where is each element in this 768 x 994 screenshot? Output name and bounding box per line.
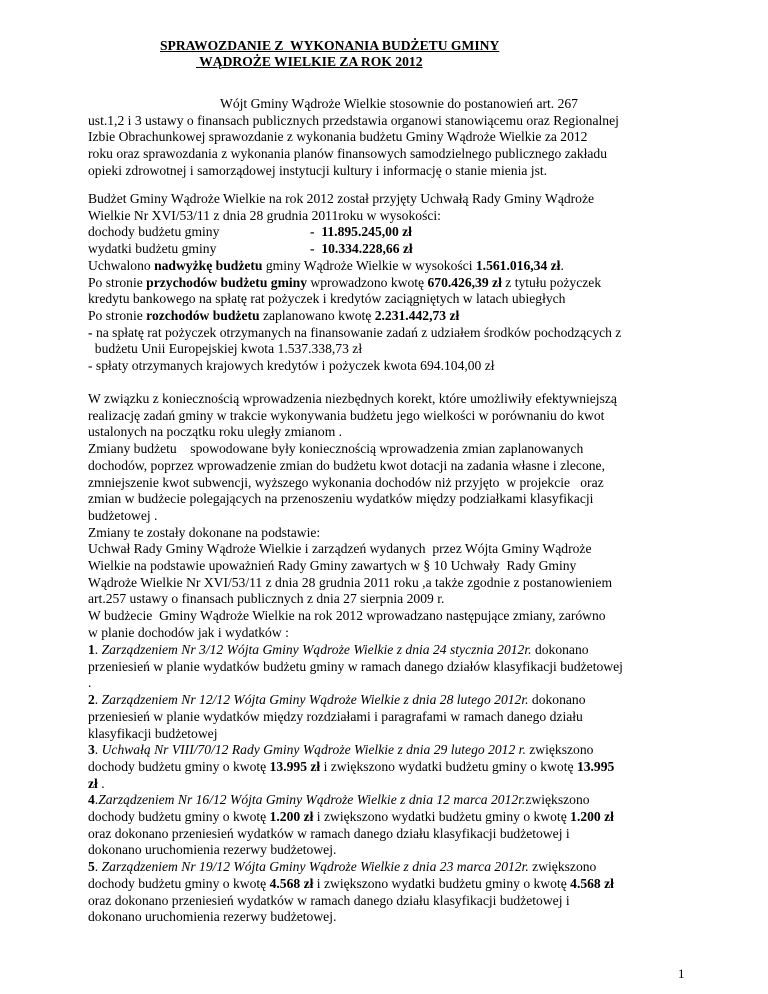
item-amount: 4.568 zł xyxy=(570,875,614,891)
changes-line: zmian w budżecie polegających na przenoszeniu wydatków między podziałkami klasyfikacji xyxy=(88,491,594,507)
intro-line: ust.1,2 i 3 ustawy o finansach publicznych przedstawia organowi stanowiącemu oraz Regionalnej xyxy=(88,112,619,128)
intro-line: opieki zdrowotnej i samorządowej instytucji kultury i informację o stanie mienia jst. xyxy=(88,162,548,178)
outflow-line xyxy=(88,325,685,342)
intro-paragraph xyxy=(88,96,685,180)
changes-line: Zmiany te zostały dokonane na podstawie: xyxy=(88,524,321,540)
changes-line: W związku z koniecznością wprowadzenia niezbędnych korekt, które umożliwiły efektywniejszą xyxy=(88,391,617,406)
intro-line: roku oraz sprawozdania z wykonania planów finansowych samodzielnego publicznego zakładu xyxy=(88,146,608,162)
item-text: dochody budżetu gminy o kwotę xyxy=(88,875,270,891)
changes-paragraph xyxy=(88,391,685,642)
changes-line: art.257 ustawy o finansach publicznych z dnia 27 sierpnia 2009 r. xyxy=(88,591,445,607)
revenue-text: Po stronie xyxy=(88,274,147,290)
outflow-dash: - xyxy=(88,324,96,340)
item-text: zwiększono xyxy=(525,742,594,758)
changes-line: ustalonych na początku roku uległy zmianom . xyxy=(88,424,343,440)
item-text: zwiększono xyxy=(528,859,597,875)
list-item: oraz dokonano przeniesień wydatków w ramach danego działu klasyfikacji budżetowej i xyxy=(88,892,570,908)
surplus-text: gminy Wądroże Wielkie w wysokości xyxy=(262,257,476,273)
outflow-amount: 2.231.442,73 zł xyxy=(374,307,460,323)
changes-line: w planie dochodów jak i wydatków : xyxy=(88,624,289,640)
item-amount: 4.568 zł xyxy=(269,875,314,891)
item-text: zwiększono xyxy=(525,792,590,808)
outflow-line xyxy=(88,308,685,325)
item-reference: Zarządzeniem Nr 16/12 Wójta Gminy Wądroże Wielkie z dnia 12 marca 2012r. xyxy=(98,792,526,808)
list-item: dokonano uruchomienia rezerwy budżetowej. xyxy=(88,842,337,858)
surplus-text: Uchwalono xyxy=(88,257,155,273)
item-reference: Zarządzeniem Nr 12/12 Wójta Gminy Wądroże Wielkie z dnia 28 lutego 2012r. xyxy=(101,692,529,708)
revenue-amount: 670.426,39 zł xyxy=(427,274,502,290)
item-text: dochody budżetu gminy o kwotę xyxy=(88,809,270,825)
changes-line: dochodów, poprzez wprowadzenie zmian do budżetu kwot dotacji na zadania własne i zlecone, xyxy=(88,457,605,473)
item-text: i zwiększono wydatki budżetu gminy o kwotę xyxy=(313,875,571,891)
intro-line: Izbie Obrachunkowej sprawozdanie z wykonania budżetu Gminy Wądroże Wielkie za 2012 xyxy=(88,129,588,145)
list-item: klasyfikacji budżetowej xyxy=(88,725,218,741)
expense-label: wydatki budżetu gminy xyxy=(88,241,217,257)
changes-line: budżetowej . xyxy=(88,507,158,523)
revenue-line: kredytu bankowego na spłatę rat pożyczek i kredytów zaciągniętych w latach ubiegłych xyxy=(88,291,566,307)
list-item xyxy=(88,759,685,776)
item-text: i zwiększono wydatki budżetu gminy o kwotę xyxy=(313,809,571,825)
item-amount: 1.200 zł xyxy=(570,809,614,825)
revenue-term: przychodów budżetu gminy xyxy=(146,274,308,290)
list-item xyxy=(88,809,685,826)
changes-line: Zmiany budżetu spowodowane były koniecznością wprowadzenia zmian zaplanowanych xyxy=(88,441,584,457)
item-amount: 13.995 xyxy=(576,758,615,774)
outflow-term: rozchodów budżetu xyxy=(146,307,260,323)
list-item: przeniesień w planie wydatków między rozdziałami i paragrafami w ramach danego działu xyxy=(88,708,583,724)
expense-value: - 10.334.228,66 zł xyxy=(310,241,413,257)
item-amount: 1.200 zł xyxy=(269,809,314,825)
list-item: dokonano uruchomienia rezerwy budżetowej. xyxy=(88,909,337,925)
outflow-text: Po stronie xyxy=(88,307,147,323)
outflow-text: na spłatę rat pożyczek otrzymanych na finansowanie zadań z udziałem środków pochodzących z xyxy=(95,324,622,340)
changes-line: Wielkie na podstawie upoważnień Rady Gminy zawartych w § 10 Uchwały Rady Gminy xyxy=(88,558,577,574)
revenue-text: z tytułu pożyczek xyxy=(501,274,602,290)
outflow-line: budżetu Unii Europejskiej kwota 1.537.338,73 zł xyxy=(88,341,363,357)
intro-line: Wójt Gminy Wądroże Wielkie stosownie do postanowień art. 267 xyxy=(220,96,578,111)
page-number: 1 xyxy=(678,966,685,981)
item-reference: Zarządzeniem Nr 3/12 Wójta Gminy Wądroże Wielkie z dnia 24 stycznia 2012r. xyxy=(101,642,532,657)
revenue-text: wprowadzono kwotę xyxy=(307,274,428,290)
expense-row xyxy=(88,241,685,258)
item-number: 3 xyxy=(88,742,95,758)
item-text: dokonano xyxy=(528,692,586,708)
outflow-text: zaplanowano kwotę xyxy=(259,307,375,323)
item-number: 4 xyxy=(88,792,95,808)
budget-paragraph xyxy=(88,191,685,375)
income-label: dochody budżetu gminy xyxy=(88,224,220,240)
revenue-line xyxy=(88,275,685,292)
list-item: 5. Zarządzeniem Nr 19/12 Wójta Gminy Wądroże Wielkie z dnia 23 marca 2012r. zwiększono xyxy=(88,859,597,875)
list-item: oraz dokonano przeniesień wydatków w ramach danego działu klasyfikacji budżetowej i xyxy=(88,825,570,841)
list-item xyxy=(88,776,685,793)
item-amount: 13.995 zł xyxy=(269,758,321,774)
changes-line: zmniejszenie kwot subwencji, wyższego wykonania dochodów niż przyjęto w projekcie oraz xyxy=(88,474,604,490)
item-number: 2 xyxy=(88,692,95,708)
list-item: 3. Uchwałą Nr VIII/70/12 Rady Gminy Wądroże Wielkie z dnia 29 lutego 2012 r. zwiększono xyxy=(88,742,594,758)
list-item: 2. Zarządzeniem Nr 12/12 Wójta Gminy Wądroże Wielkie z dnia 28 lutego 2012r. dokonano xyxy=(88,692,586,708)
item-text: i zwiększono wydatki budżetu gminy o kwotę xyxy=(320,758,577,774)
changes-line: Wądroże Wielkie Nr XVI/53/11 z dnia 28 grudnia 2011 roku ,a także zgodnie z postanowieniem xyxy=(88,574,613,590)
budget-line: Wielkie Nr XVI/53/11 z dnia 28 grudnia 2011roku w wysokości: xyxy=(88,207,441,223)
changes-line: W budżecie Gminy Wądroże Wielkie na rok 2012 wprowadzano następujące zmiany, zarówno xyxy=(88,608,606,624)
item-number: 5 xyxy=(88,859,95,875)
item-text: . xyxy=(97,775,105,791)
income-row xyxy=(88,224,685,241)
surplus-line xyxy=(88,258,685,275)
income-value: - 11.895.245,00 zł xyxy=(310,224,412,240)
changes-line: realizację zadań gminy w trakcie wykonywania budżetu jego wielkości w porównaniu do kwot xyxy=(88,407,605,423)
list-item xyxy=(88,876,685,893)
item-reference: Uchwałą Nr VIII/70/12 Rady Gminy Wądroże Wielkie z dnia 29 lutego 2012 r. xyxy=(101,742,526,758)
surplus-text: . xyxy=(560,257,564,273)
changes-line: Uchwał Rady Gminy Wądroże Wielkie i zarządzeń wydanych przez Wójta Gminy Wądroże xyxy=(88,541,592,557)
list-item: 1. Zarządzeniem Nr 3/12 Wójta Gminy Wądroże Wielkie z dnia 24 stycznia 2012r. dokonano xyxy=(88,642,589,657)
surplus-amount: 1.561.016,34 zł xyxy=(475,257,561,273)
item-text: dokonano xyxy=(531,642,589,657)
report-title-line-1: SPRAWOZDANIE Z WYKONANIA BUDŻETU GMINY xyxy=(160,38,500,53)
outflow-line: - spłaty otrzymanych krajowych kredytów i pożyczek kwota 694.104,00 zł xyxy=(88,358,495,374)
surplus-term: nadwyżkę budżetu xyxy=(154,257,263,273)
list-item: przeniesień w planie wydatków budżetu gminy w ramach danego działów klasyfikacji budżetowej xyxy=(88,658,623,674)
item-reference: Zarządzeniem Nr 19/12 Wójta Gminy Wądroże Wielkie z dnia 23 marca 2012r. xyxy=(101,859,529,875)
item-amount-unit: zł xyxy=(88,775,98,791)
budget-line: Budżet Gminy Wądroże Wielkie na rok 2012 został przyjęty Uchwałą Rady Gminy Wądroże xyxy=(88,191,595,206)
item-number: 1 xyxy=(88,642,95,657)
list-item: . xyxy=(88,675,92,691)
report-title-line-2: WĄDROŻE WIELKIE ZA ROK 2012 xyxy=(196,54,423,69)
changes-list xyxy=(88,642,685,926)
list-item: 4.Zarządzeniem Nr 16/12 Wójta Gminy Wądroże Wielkie z dnia 12 marca 2012r.zwiększono xyxy=(88,792,590,808)
item-text: dochody budżetu gminy o kwotę xyxy=(88,758,270,774)
